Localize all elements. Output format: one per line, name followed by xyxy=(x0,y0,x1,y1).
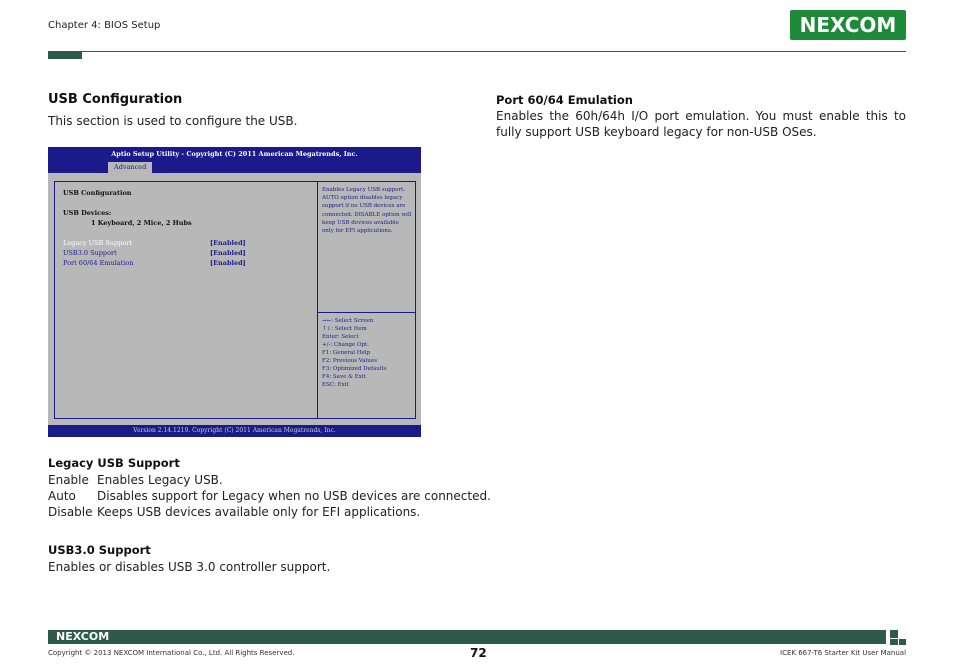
option-key: Disable xyxy=(48,505,93,519)
option-key: Enable xyxy=(48,473,89,487)
section-title-usb-configuration: USB Configuration xyxy=(48,92,183,107)
usb3-description: Enables or disables USB 3.0 controller support. xyxy=(48,560,331,574)
bios-section-label: USB Configuration xyxy=(63,189,132,197)
port-emulation-description: Enables the 60h/64h I/O port emulation. You must enable this to fully support USB keyboard legacy for non-USB OSes. xyxy=(496,109,906,139)
bios-help-text xyxy=(322,186,411,235)
help-line: only for EFI applications. xyxy=(322,228,393,235)
header-rule xyxy=(48,51,906,52)
nexcom-logo xyxy=(790,10,906,40)
chapter-label: Chapter 4: BIOS Setup xyxy=(48,20,161,31)
help-line: AUTO option disables legacy xyxy=(322,195,403,202)
manual-title: ICEK 667-T6 Starter Kit User Manual xyxy=(780,649,907,657)
key-line: ↑↓: Select Item xyxy=(322,326,367,332)
bios-item-port6064-value: [Enabled] xyxy=(210,259,246,267)
help-line: keep USB devices available xyxy=(322,219,399,226)
bios-devices-value: 1 Keyboard, 2 Mice, 2 Hubs xyxy=(91,219,192,227)
key-line: ESC: Exit xyxy=(322,382,349,388)
key-line: +/-: Change Opt. xyxy=(322,342,370,348)
help-line: connected. DISABLE option will xyxy=(322,211,412,218)
bios-title-bar: Aptio Setup Utility - Copyright (C) 2011 American Megatrends, Inc. xyxy=(48,147,421,161)
footer-square xyxy=(890,639,898,645)
logo-text: NEXCOM xyxy=(799,13,897,37)
header-accent-block xyxy=(48,51,82,59)
bios-item-port6064-label: Port 60/64 Emulation xyxy=(63,259,134,267)
key-line: F4: Save & Exit xyxy=(322,374,366,380)
bios-footer-bar: Version 2.14.1219. Copyright (C) 2011 American Megatrends, Inc. xyxy=(48,425,421,437)
section-title-usb3: USB3.0 Support xyxy=(48,543,151,557)
bios-tab-advanced: Advanced xyxy=(108,162,152,173)
footer-bar xyxy=(48,630,886,644)
bios-item-usb3-value: [Enabled] xyxy=(210,249,246,257)
page-number: 72 xyxy=(470,646,487,660)
footer-square xyxy=(890,630,898,638)
option-desc: Keeps USB devices available only for EFI applications. xyxy=(97,505,421,519)
option-desc: Enables Legacy USB. xyxy=(97,473,223,487)
footer-square xyxy=(899,639,906,645)
bios-help-panel xyxy=(317,181,416,419)
bios-item-legacy-usb-label: Legacy USB Support xyxy=(63,239,132,247)
help-line: support if no USB devices are xyxy=(322,203,406,210)
footer-logo: NEXCOM xyxy=(56,630,110,643)
copyright-text: Copyright © 2013 NEXCOM International Co., Ltd. All Rights Reserved. xyxy=(48,649,295,657)
section-title-port-emulation: Port 60/64 Emulation xyxy=(496,93,633,107)
key-line: →←: Select Screen xyxy=(322,318,374,324)
bios-devices-label: USB Devices: xyxy=(63,209,112,217)
key-line: F1: General Help xyxy=(322,350,371,356)
key-line: F3: Optimized Defaults xyxy=(322,366,387,372)
option-desc: Disables support for Legacy when no USB devices are connected. xyxy=(97,489,491,503)
bios-screenshot xyxy=(48,147,421,437)
bios-main-panel xyxy=(54,181,318,419)
help-line: Enables Legacy USB support. xyxy=(322,187,406,193)
bios-tab-bar xyxy=(48,161,421,173)
key-line: F2: Previous Values xyxy=(322,358,377,364)
section-description: This section is used to configure the USB. xyxy=(48,114,298,128)
option-row-auto xyxy=(48,489,491,503)
bios-item-legacy-usb-value: [Enabled] xyxy=(210,239,246,247)
bios-panel-divider xyxy=(317,312,415,313)
section-title-legacy-usb: Legacy USB Support xyxy=(48,456,180,470)
option-key: Auto xyxy=(48,489,76,503)
bios-key-legend xyxy=(322,317,387,389)
option-row-disable xyxy=(48,505,420,519)
key-line: Enter: Select xyxy=(322,334,359,340)
bios-item-usb3-label: USB3.0 Support xyxy=(63,249,117,257)
option-row-enable xyxy=(48,473,223,487)
